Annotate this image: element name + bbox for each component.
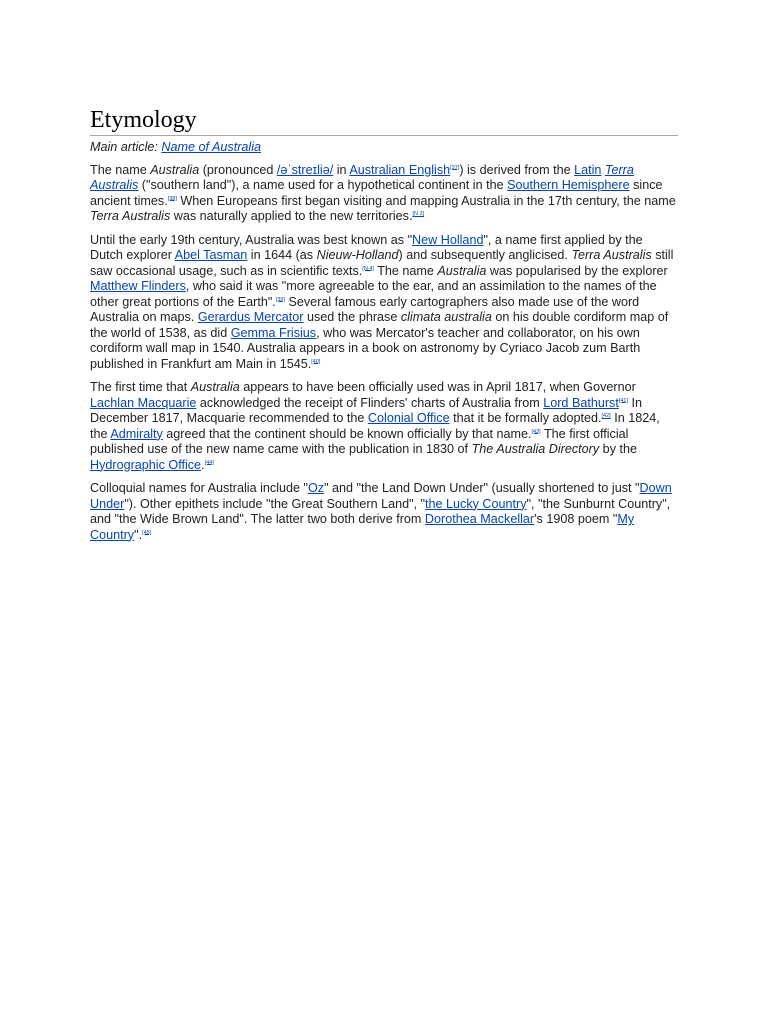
paragraph-1 [90, 163, 678, 225]
link-down-under[interactable]: Down Under [90, 481, 672, 511]
term: Terra Australis [571, 248, 652, 262]
link-new-holland[interactable]: New Holland [412, 232, 484, 247]
note-link[interactable]: [N 4] [362, 265, 374, 272]
note-link[interactable]: [N 3] [412, 210, 425, 217]
citation-link[interactable]: [37] [450, 164, 460, 171]
text: When Europeans first began visiting and mapping Australia in the 17th century, the name [176, 193, 676, 208]
link-southern-hemisphere[interactable]: Southern Hemisphere [507, 178, 630, 192]
link-dorothea-mackellar[interactable]: Dorothea Mackellar [424, 512, 535, 526]
citation-link[interactable]: [44] [204, 459, 214, 466]
link-lachlan-macquarie[interactable]: Lachlan Macquarie [90, 395, 197, 410]
link-colonial-office[interactable]: Colonial Office [367, 411, 450, 425]
term: climata australia [400, 310, 492, 324]
paragraph-3 [90, 380, 678, 473]
text: 's 1908 poem " [534, 512, 618, 526]
text: Until the early 19th century, Australia was best known as " [90, 232, 413, 247]
text: The name [373, 263, 438, 278]
text: was naturally applied to the new territories. [170, 209, 413, 223]
hatnote [90, 140, 678, 156]
link-admiralty[interactable]: Admiralty [110, 426, 163, 441]
text: "). Other epithets include "the Great Southern Land", " [124, 496, 426, 511]
paragraph-4 [90, 481, 678, 543]
term: Nieuw-Holland [316, 248, 399, 262]
text: by the [599, 442, 637, 456]
text: used the phrase [303, 310, 401, 324]
link-hydrographic-office[interactable]: Hydrographic Office [90, 457, 202, 472]
text: on his double cordiform map of the world of 1538, as did [90, 310, 669, 340]
citation-link[interactable]: [45] [142, 529, 152, 536]
term: Australia [190, 380, 240, 394]
text: in [333, 162, 350, 177]
text: in 1644 (as [247, 248, 317, 262]
link-matthew-flinders[interactable]: Matthew Flinders [90, 279, 186, 293]
text: ", "the Sunburnt Country", and "the Wide Brown Land". The latter two both derive from [90, 496, 671, 526]
citation-link[interactable]: [39] [275, 296, 285, 303]
text: Several famous early cartographers also made use of the word Australia on maps. [90, 294, 640, 324]
text: . [201, 457, 205, 472]
text: that it be formally adopted. [449, 411, 602, 425]
text: appears to have been officially used was in April 1817, when Governor [239, 380, 636, 394]
text: ) and subsequently anglicised. [398, 248, 572, 262]
term: Terra Australis [90, 209, 171, 223]
text: The first time that [90, 380, 191, 394]
text: was popularised by the explorer [486, 263, 668, 278]
pronunciation-link[interactable]: /əˈstreɪliə/ [276, 162, 334, 177]
citation-link[interactable]: [41] [618, 397, 629, 404]
text: , who said it was "more agreeable to the ear, and an assimilation to the names of the other great portions of the Earth". [90, 279, 657, 309]
text: " and "the Land Down Under" (usually shortened to just " [324, 481, 640, 495]
term: Australia [437, 263, 487, 278]
section-heading: Etymology [90, 106, 678, 136]
citation-link[interactable]: [40] [311, 358, 321, 365]
link-my-country[interactable]: My Country [90, 512, 635, 542]
link-gemma-frisius[interactable]: Gemma Frisius [230, 325, 317, 340]
text: since ancient times. [90, 178, 663, 208]
text: acknowledged the receipt of Flinders' charts of Australia from [196, 395, 544, 410]
citation-link[interactable]: [43] [531, 428, 541, 435]
hatnote-prefix: Main article: [90, 140, 162, 154]
citation-link[interactable]: [42] [601, 412, 611, 419]
text: agreed that the continent should be known officially by that name. [162, 426, 532, 441]
link-abel-tasman[interactable]: Abel Tasman [174, 248, 248, 262]
term: Australia [150, 162, 200, 177]
text: still saw occasional usage, such as in scientific texts. [90, 248, 674, 278]
citation-link[interactable]: [38] [167, 195, 177, 202]
text: The name [90, 162, 151, 177]
text: ", a name first applied by the Dutch explorer [90, 232, 643, 262]
link-australian-english[interactable]: Australian English [349, 162, 451, 177]
text: In 1824, the [90, 411, 660, 441]
text: The first official published use of the new name came with the publication in 1830 of [90, 426, 629, 456]
paragraph-2 [90, 233, 678, 373]
text: Colloquial names for Australia include " [90, 481, 308, 495]
text: ("southern land"), a name used for a hypothetical continent in the [138, 178, 508, 192]
term: The Australia Directory [471, 442, 600, 456]
text: (pronounced [199, 162, 277, 177]
link-gerardus-mercator[interactable]: Gerardus Mercator [197, 310, 304, 324]
text: , who was Mercator's teacher and collaborator, on his own cordiform wall map in 1540. Australia appears in a book on astronomy by Cyriaco Jacob zum Barth published in Frankfurt am Main in 1545. [90, 325, 641, 371]
hatnote-link[interactable]: Name of Australia [161, 140, 262, 154]
text: ) is derived from the [459, 162, 575, 177]
article-content [90, 106, 678, 551]
text: In December 1817, Macquarie recommended to the [90, 395, 643, 425]
link-text: Terra Australis [90, 162, 634, 192]
link-latin[interactable]: Latin [574, 162, 602, 177]
text: ". [134, 527, 143, 542]
link-the-lucky-country[interactable]: the Lucky Country [425, 496, 527, 511]
link-lord-bathurst[interactable]: Lord Bathurst [543, 395, 619, 410]
link-oz[interactable]: Oz [307, 481, 325, 495]
